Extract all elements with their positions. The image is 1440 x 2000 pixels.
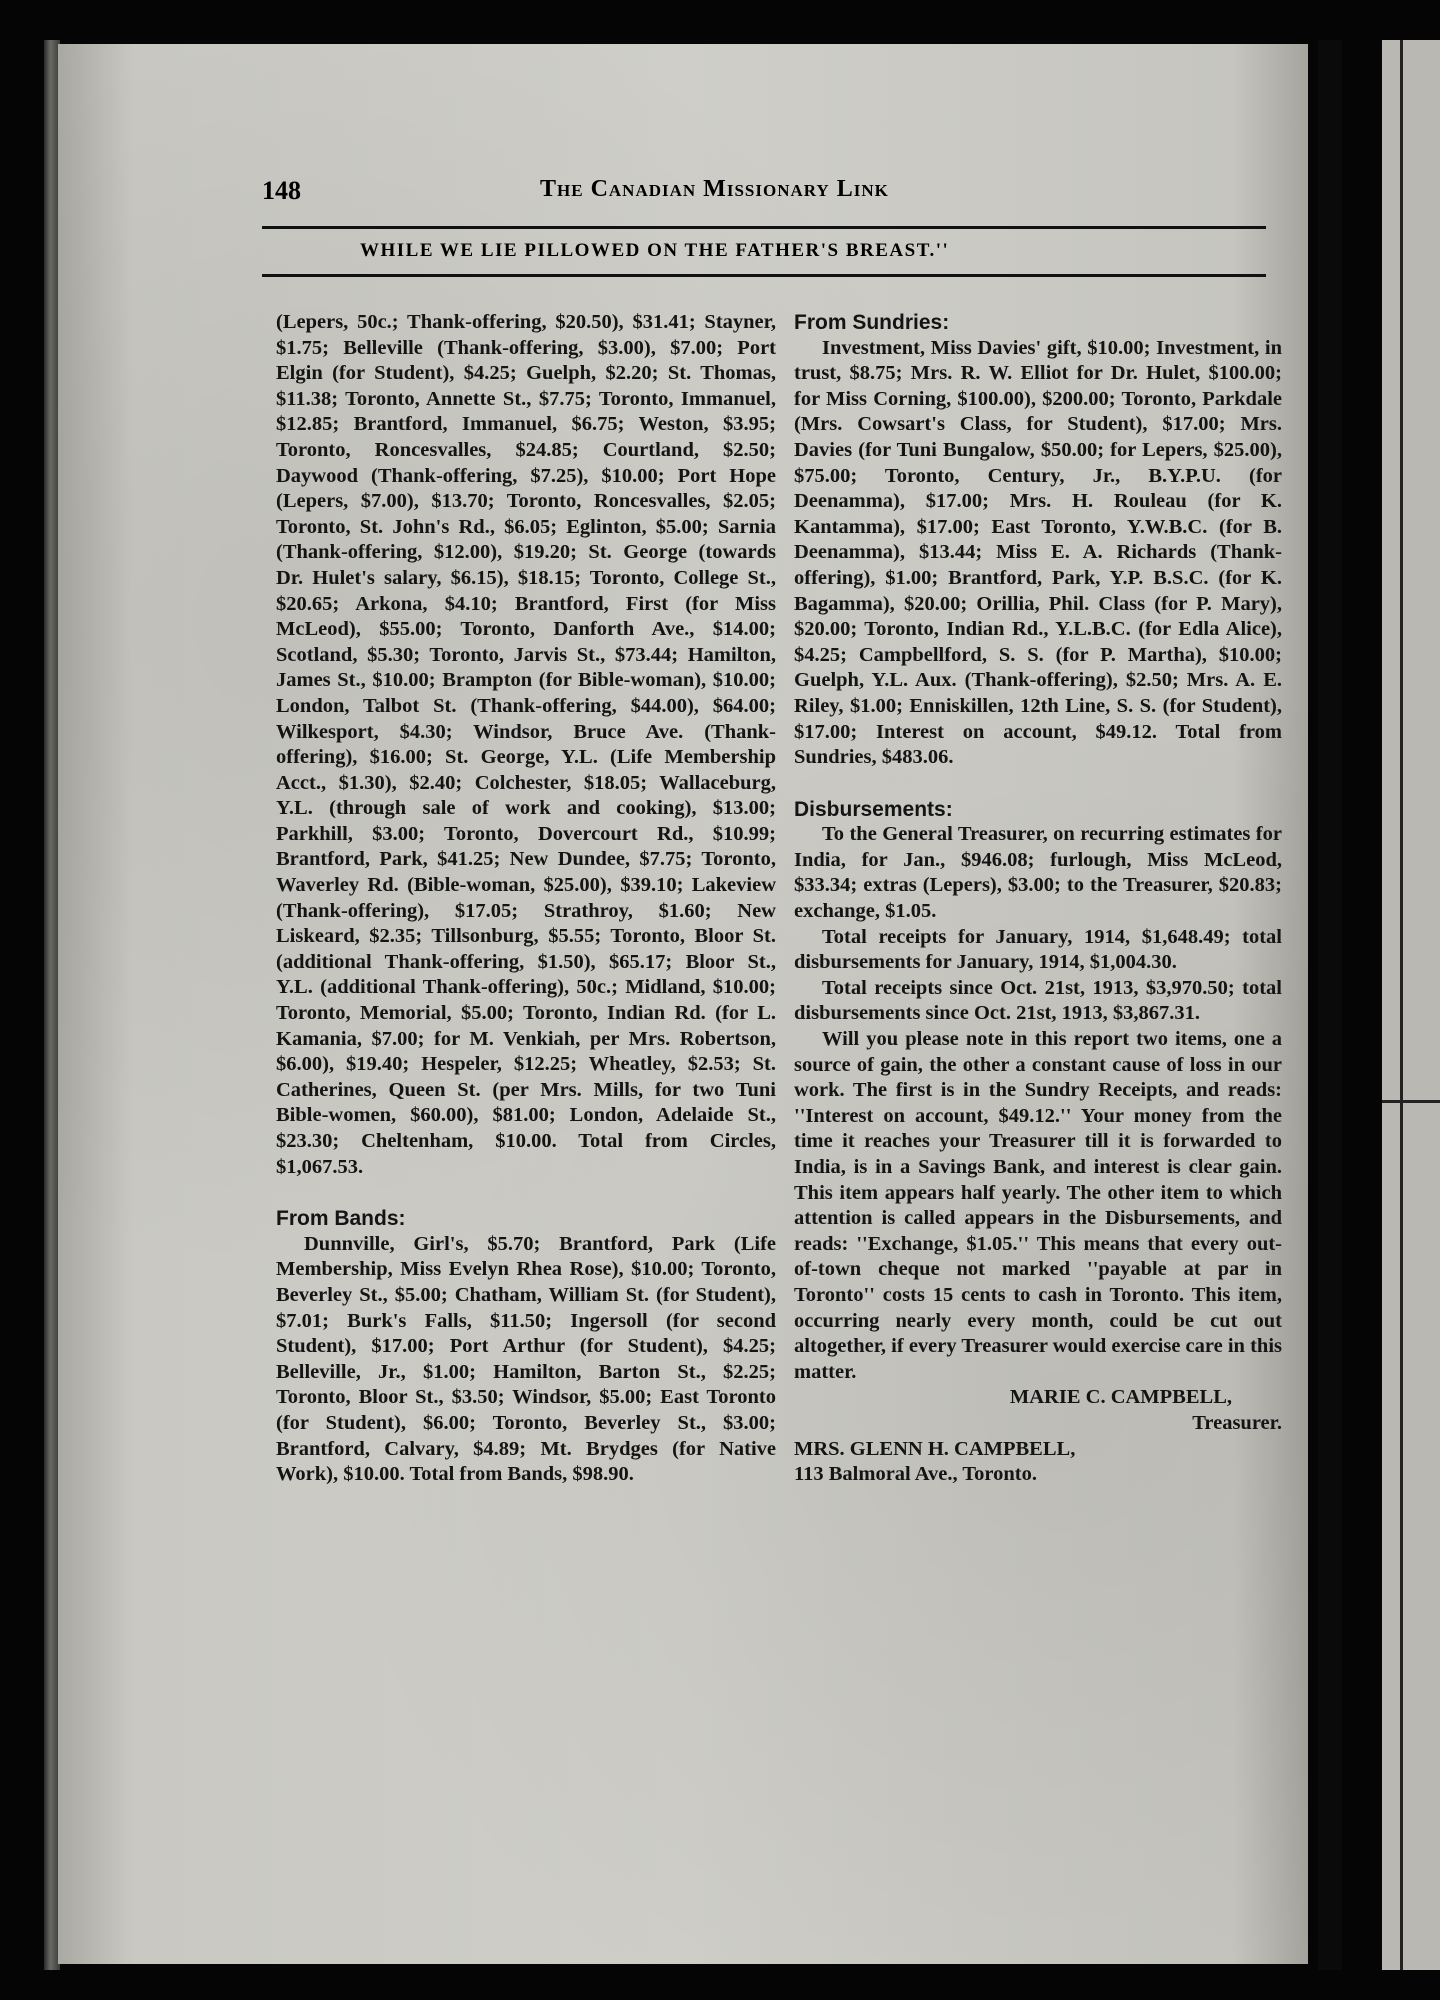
sundries-text: Investment, Miss Davies' gift, $10.00; Investment, in trust, $8.75; Mrs. R. W. Elliot for Dr. Hulet, $100.00; for Miss Corning, $100.00), $200.00; Toronto, Parkdale (Mrs. Cowsart's Class, for Student), $17.00; Mrs. Davies (for Tuni Bungalow, $50.00; for Lepers, $25.00), $75.00; Toronto, Century, Jr., B.Y.P.U. (for Deenamma), $17.00; Mrs. H. Rouleau (for K. Kantamma), $17.00; East Toronto, Y.W.B.C. (for B. Deenamma), $13.44; Miss E. A. Richards (Thank-offering), $1.00; Brantford, Park, Y.P. B.S.C. (for K. Bagamma), $20.00; Orillia, Phil. Class (for P. Mary), $20.00; Toronto, Indian Rd., Y.L.B.C. (for Edla Alice), $4.25; Campbellford, S. S. (for P. Martha), $10.00; Guelph, Y.L. Aux. (Thank-offering), $2.50; Mrs. A. E. Riley, $1.00; Enniskillen, 12th Line, S. S. (for Student), $17.00; Interest on account, $49.12. Total from Sundries, $483.06.: [794, 336, 1282, 769]
section-spacer: [276, 1180, 776, 1206]
sundries-heading: From Sundries:: [794, 311, 950, 334]
signature-title: Treasurer.: [1192, 1411, 1282, 1434]
circles-continued-text: (Lepers, 50c.; Thank-offering, $20.50), $31.41; Stayner, $1.75; Belleville (Thank-offering, $3.00), $7.00; Port Elgin (for Student), $4.25; Guelph, $2.20; St. Thomas, $11.38; Toronto, Annette St., $7.75; Toronto, Immanuel, $12.85; Brantford, Immanuel, $6.75; Weston, $3.95; Toronto, Roncesvalles, $24.85; Courtland, $2.50; Daywood (Thank-offering, $7.25), $10.00; Port Hope (Lepers, $7.00), $13.70; Toronto, Roncesvalles, $2.05; Toronto, St. John's Rd., $6.05; Eglinton, $5.00; Sarnia (Thank-offering, $12.00), $19.20; St. George (towards Dr. Hulet's salary, $6.15), $18.15; Toronto, College St., $20.65; Arkona, $4.10; Brantford, First (for Miss McLeod), $55.00; Toronto, Danforth Ave., $14.00; Scotland, $5.30; Toronto, Jarvis St., $73.44; Hamilton, James St., $10.00; Brampton (for Bible-woman), $10.00; London, Talbot St. (Thank-offering, $44.00), $64.00; Wilkesport, $4.30; Windsor, Bruce Ave. (Thank-offering), $16.00; St. George, Y.L. (Life Membership Acct., $1.30), $2.40; Colchester, $18.05; Wallaceburg, Y.L. (through sale of work and cooking), $13.00; Parkhill, $3.00; Toronto, Dovercourt Rd., $10.99; Brantford, Park, $41.25; New Dundee, $7.75; Toronto, Waverley Rd. (Bible-woman, $25.00), $39.10; Lakeview (Thank-offering), $17.05; Strathroy, $1.60; New Liskeard, $2.35; Tillsonburg, $5.55; Toronto, Bloor St. (additional Thank-offering, $1.50), $65.17; Bloor St., Y.L. (additional Thank-offering), 50c.; Midland, $10.00; Toronto, Memorial, $5.00; Toronto, Indian Rd. (for L. Kamania, $7.00; for M. Venkiah, per Mrs. Robertson, $6.00), $19.40; Hespeler, $12.25; Wheatley, $2.53; St. Catherines, Queen St. (per Mrs. Mills, for two Tuni Bible-women, $60.00), $81.00; London, Adelaide St., $23.30; Cheltenham, $10.00. Total from Circles, $1,067.53.: [276, 311, 776, 1178]
journal-title: The Canadian Missionary Link: [540, 176, 889, 202]
strip-rule: [1382, 1100, 1440, 1103]
adjacent-page-strip: [1382, 40, 1440, 1970]
bands-text: Dunnville, Girl's, $5.70; Brantford, Park (Life Membership, Miss Evelyn Rhea Rose), $10.00; Toronto, Beverley St., $5.00; Chatham, William St. (for Student), $7.01; Burk's Falls, $11.50; Ingersoll (for second Student), $17.00; Port Arthur (for Student), $4.25; Belleville, Jr., $1.00; Hamilton, Barton St., $2.25; Toronto, Bloor St., $3.50; Windsor, $5.00; East Toronto (for Student), $6.00; Toronto, Beverley St., $3.00; Brantford, Calvary, $4.89; Mt. Brydges (for Native Work), $10.00. Total from Bands, $98.90.: [276, 1232, 776, 1486]
page-gutter: [1318, 40, 1342, 1970]
bands-heading: From Bands:: [276, 1207, 406, 1231]
right-column: [794, 310, 1282, 1488]
disbursements-heading: Disbursements:: [794, 797, 953, 821]
motto-line: WHILE WE LIE PILLOWED ON THE FATHER'S BREAST.'': [360, 240, 950, 261]
address-street: 113 Balmoral Ave., Toronto.: [794, 1463, 1037, 1486]
section-spacer: [794, 771, 1282, 797]
left-column: [276, 310, 776, 1488]
treasurer-note-text: Will you please note in this report two items, one a source of gain, the other a constant cause of loss in our work. The first is in the Sundry Receipts, and reads: ''Interest on account, $49.12.'' Your money from the time it reaches your Treasurer till it is forwarded to India, is in a Savings Bank, and interest is clear gain. This item appears half yearly. The other item to which attention is called appears in the Disbursements, and reads: ''Exchange, $1.05.'' This means that every out-of-town cheque not marked ''payable at par in Toronto'' costs 15 cents to cash in Toronto. This item, occurring nearly every month, could be cut out altogether, if every Treasurer would exercise care in this matter.: [794, 1028, 1282, 1383]
page-number: 148: [262, 176, 301, 205]
totals-january-text: Total receipts for January, 1914, $1,648.49; total disbursements for January, 1914, $1,004.30.: [794, 925, 1282, 974]
disbursements-text: To the General Treasurer, on recurring estimates for India, for Jan., $946.08; furlough, Miss McLeod, $33.34; extras (Lepers), $3.00; to the Treasurer, $20.83; exchange, $1.05.: [794, 823, 1282, 923]
totals-since-text: Total receipts since Oct. 21st, 1913, $3,970.50; total disbursements since Oct. 21st, 1913, $3,867.31.: [794, 976, 1282, 1025]
header-rule-top: [262, 226, 1266, 229]
strip-rule: [1400, 40, 1403, 1970]
address-name: MRS. GLENN H. CAMPBELL,: [794, 1437, 1076, 1460]
page-header: [200, 176, 1260, 216]
signature-name: MARIE C. CAMPBELL,: [1009, 1386, 1232, 1409]
header-rule-bottom: [262, 274, 1266, 277]
